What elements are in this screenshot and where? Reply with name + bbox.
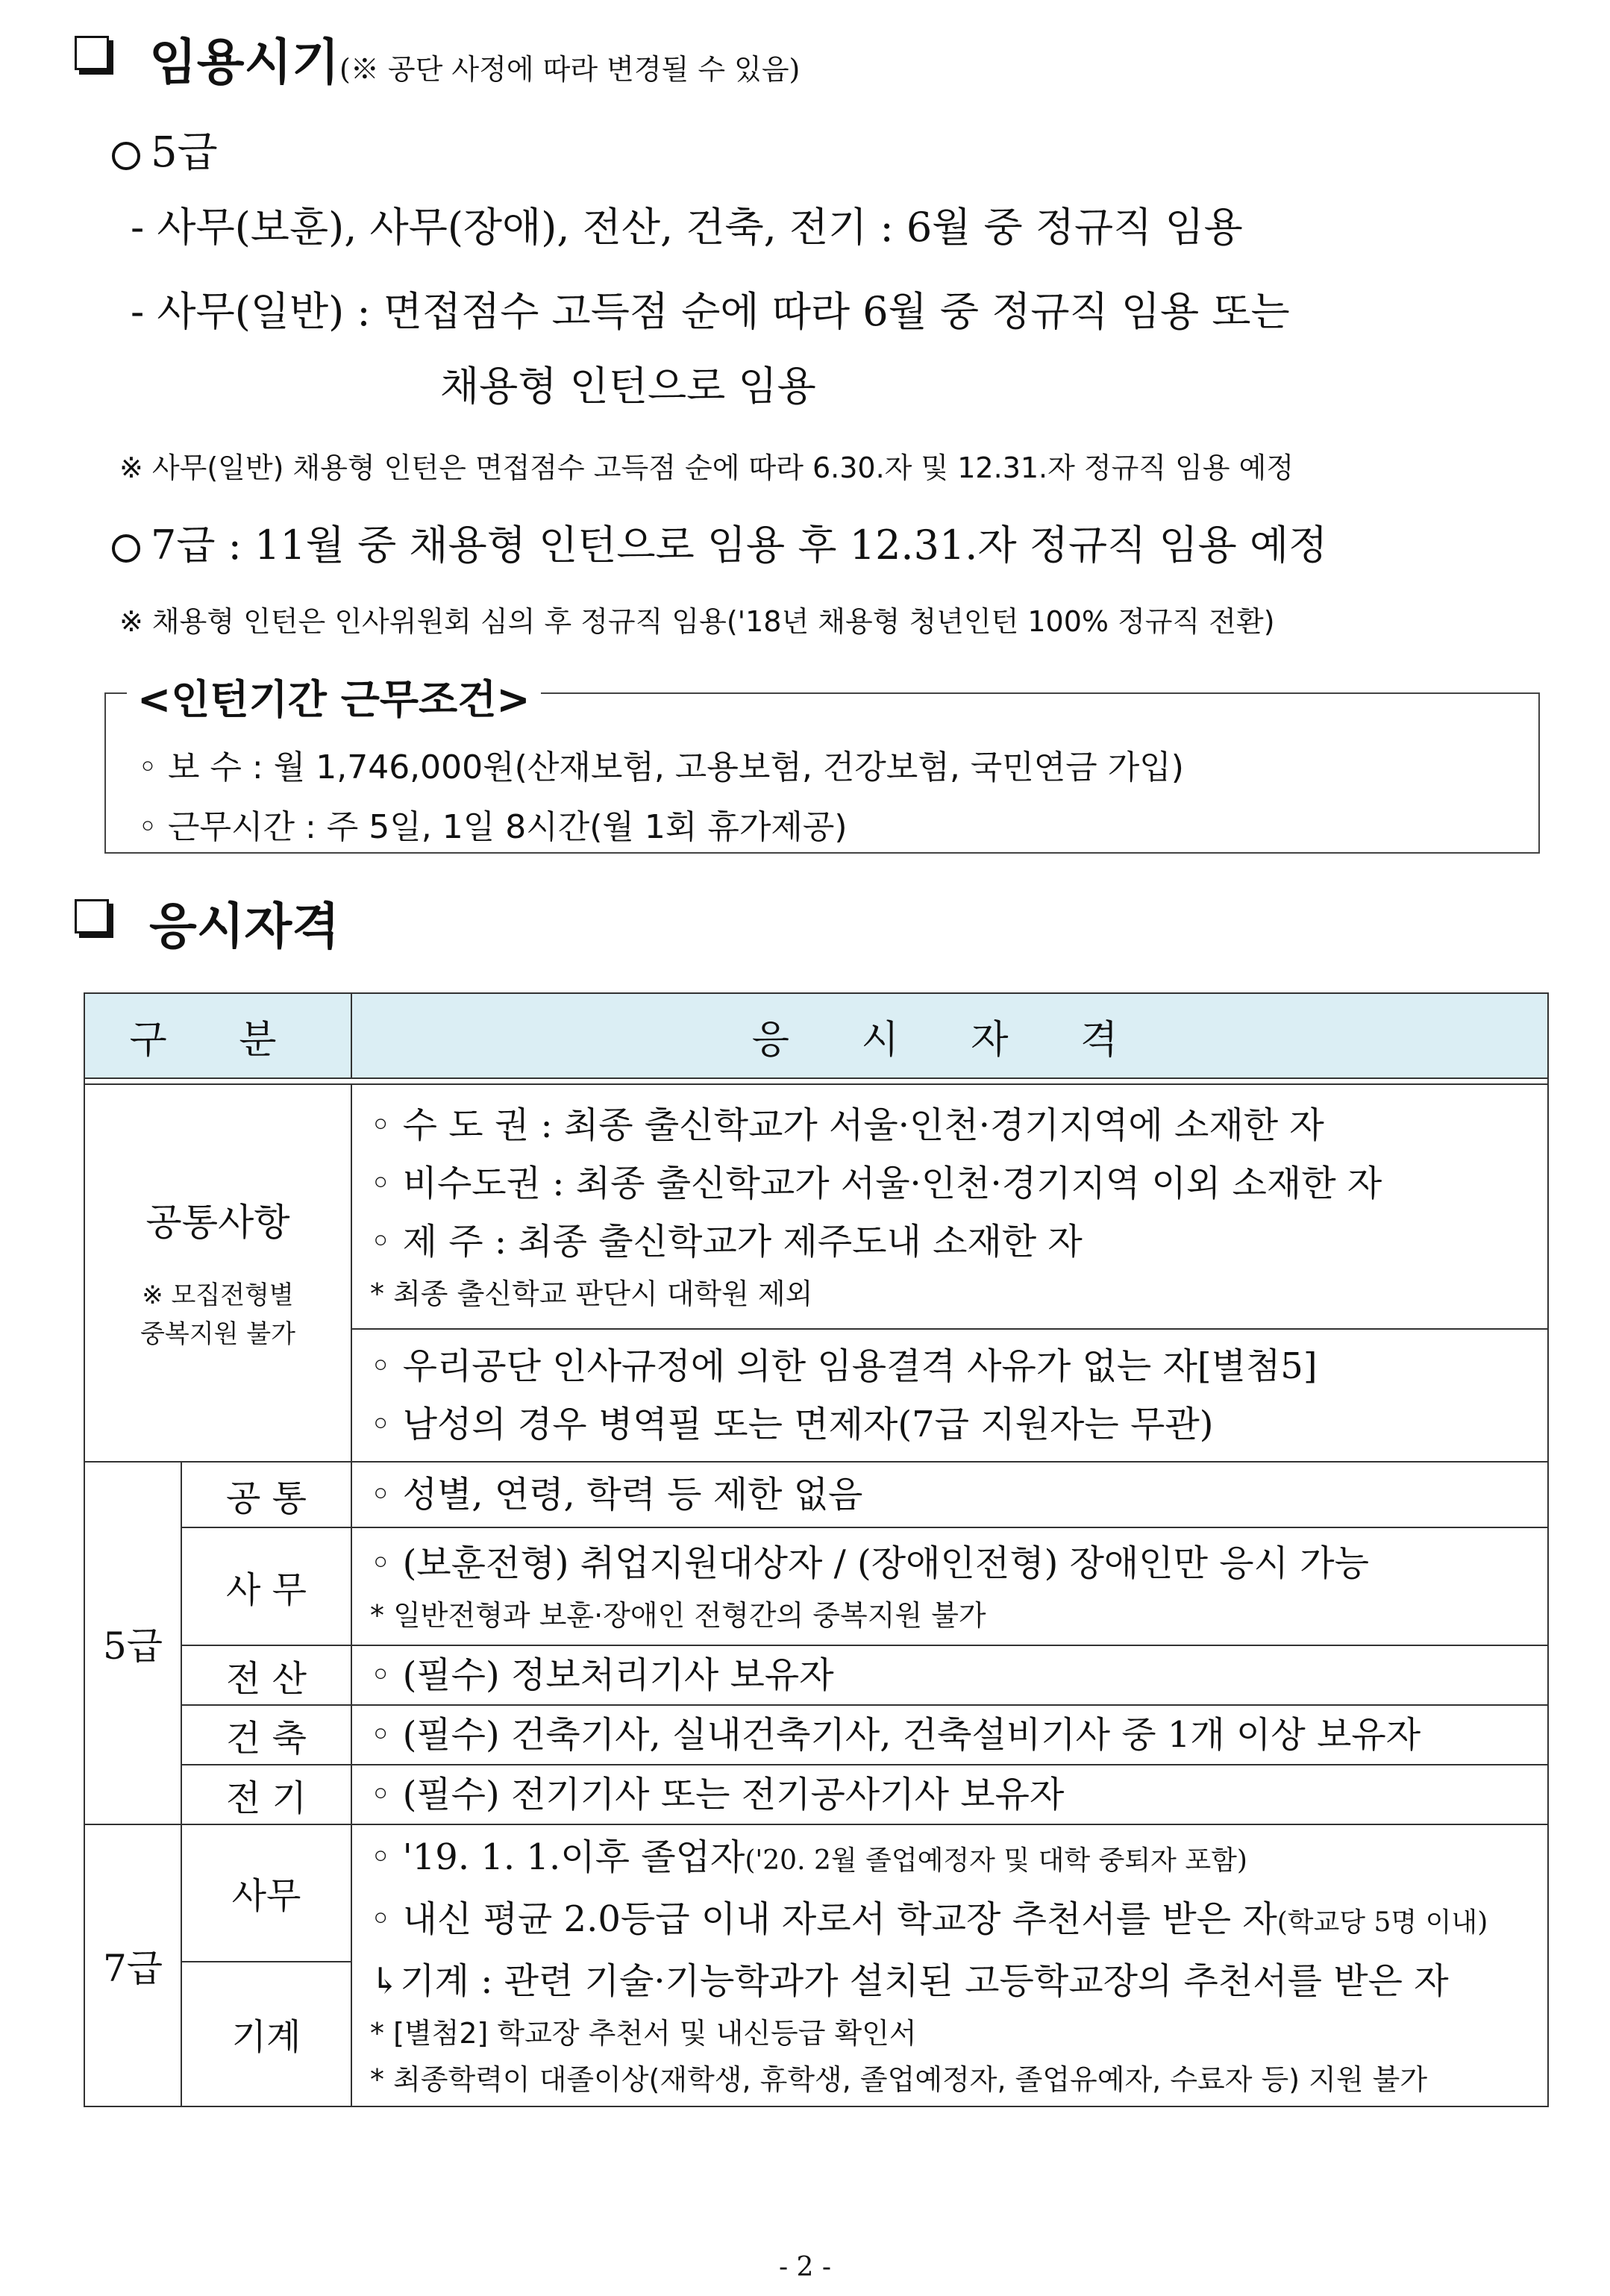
grade5-sub-common: 공 통 — [181, 1462, 351, 1527]
grade5-common-cell — [351, 1462, 1548, 1527]
grade5-sub-elec: 전 기 — [181, 1765, 351, 1824]
grade5-note: ※ 사무(일반) 채용형 인턴은 면접점수 고득점 순에 따라 6.30.자 및 12.31.자 정규직 임용 예정 — [119, 451, 1294, 484]
grade7-sub-machine: 기계 — [181, 1962, 351, 2106]
grade5-office-cell — [351, 1527, 1548, 1645]
common-line-jeju: ◦ 제 주 : 최종 출신학교가 제주도내 소재한 자 — [370, 1221, 1083, 1263]
table-row-grade5-it — [84, 1645, 1548, 1705]
grade5-it-cell — [351, 1645, 1548, 1705]
grade7-line2 — [370, 1890, 1529, 1952]
header-qualification: 응 시 자 격 — [351, 993, 1548, 1078]
section1-subtitle: (※ 공단 사정에 따라 변경될 수 있음) — [339, 53, 801, 86]
section1-heading — [149, 22, 800, 93]
grade7-sub-office: 사무 — [181, 1824, 351, 1962]
table-row-grade5-arch — [84, 1705, 1548, 1765]
common-line-military: ◦ 남성의 경우 병역필 또는 면제자(7급 지원자는 무관) — [370, 1404, 1214, 1445]
grade5-sub-it: 전 산 — [181, 1645, 351, 1705]
header-category: 구 분 — [84, 993, 351, 1078]
grade5-line1: - 사무(보훈), 사무(장애), 전산, 건축, 전기 : 6월 중 정규직 임용 — [131, 204, 1243, 251]
checkbox-icon — [75, 899, 109, 933]
checkbox-icon — [75, 36, 109, 70]
common-line-disqualification: ◦ 우리공단 인사규정에 의한 임용결격 사유가 없는 자[별첨5] — [370, 1345, 1318, 1387]
grade7-line2-small: (학교당 5명 이내) — [1277, 1907, 1488, 1938]
grade7-note2: * 최종학력이 대졸이상(재학생, 휴학생, 졸업예정자, 졸업유예자, 수료자 등) 지원 불가 — [370, 2063, 1428, 2096]
grade5-common-text: ◦ 성별, 연령, 학력 등 제한 없음 — [370, 1474, 863, 1515]
common-note2: 중복지원 불가 — [140, 1319, 295, 1349]
grade7-content-cell — [351, 1824, 1548, 2106]
grade5-it-text: ◦ (필수) 정보처리기사 보유자 — [370, 1654, 834, 1696]
grade5-line2b: 채용형 인턴으로 임용 — [440, 363, 816, 410]
grade5-elec-cell — [351, 1765, 1548, 1824]
table-row-common-a — [84, 1084, 1548, 1329]
grade5-label: 5급 — [151, 128, 218, 177]
common-line-capital: ◦ 수 도 권 : 최종 출신학교가 서울·인천·경기지역에 소재한 자 — [370, 1104, 1324, 1146]
common-general-cell — [351, 1329, 1548, 1462]
common-region-cell — [351, 1084, 1548, 1329]
common-label: 공통사항 — [145, 1201, 290, 1244]
common-category-cell — [84, 1084, 351, 1462]
grade5-line2a: - 사무(일반) : 면접점수 고득점 순에 따라 6월 중 정규직 임용 또는 — [131, 288, 1290, 335]
grade7-line2-main: ◦ 내신 평균 2.0등급 이내 자로서 학교장 추천서를 받은 자 — [370, 1898, 1277, 1940]
grade7-category-cell: 7급 — [84, 1824, 181, 2106]
page-number: - 2 - — [778, 2252, 832, 2283]
grade7-line3: ↳기계 : 관련 기술·기능학과가 설치된 고등학교장의 추천서를 받은 자 — [370, 1960, 1449, 2002]
intern-title: <인턴기간 근무조건> — [127, 668, 541, 725]
header-separator — [84, 1078, 1548, 1084]
section1-title: 임용시기 — [149, 33, 340, 91]
grade7-heading — [112, 513, 1327, 571]
table-row-grade5-office — [84, 1527, 1548, 1645]
grade7-note1: * [별첨2] 학교장 추천서 및 내신등급 확인서 — [370, 2017, 917, 2050]
qualification-table — [84, 992, 1549, 2107]
grade5-category-cell: 5급 — [84, 1462, 181, 1824]
grade7-line1-main: ◦ '19. 1. 1.이후 졸업자 — [370, 1836, 745, 1878]
grade5-arch-text: ◦ (필수) 건축기사, 실내건축기사, 건축설비기사 중 1개 이상 보유자 — [370, 1714, 1421, 1756]
intern-pay: ◦ 보 수 : 월 1,746,000원(산재보험, 고용보험, 건강보험, 국민연금 가입) — [138, 748, 1184, 786]
grade5-office-text: ◦ (보훈전형) 취업지원대상자 / (장애인전형) 장애인만 응시 가능 — [370, 1542, 1370, 1584]
table-row-grade5-elec — [84, 1765, 1548, 1824]
grade5-heading — [112, 119, 218, 179]
circle-bullet-icon — [112, 142, 140, 170]
grade5-arch-cell — [351, 1705, 1548, 1765]
circle-bullet-icon — [112, 534, 140, 563]
grade7-line1 — [370, 1828, 1529, 1890]
grade5-office-note: * 일반전형과 보훈·장애인 전형간의 중복지원 불가 — [370, 1599, 986, 1632]
section2-title: 응시자격 — [149, 897, 340, 955]
table-row-grade5-common — [84, 1462, 1548, 1527]
intern-hours: ◦ 근무시간 : 주 5일, 1일 8시간(월 1회 휴가제공) — [138, 808, 848, 846]
table-row-grade7-office — [84, 1824, 1548, 1962]
common-note1: ※ 모집전형별 — [142, 1280, 294, 1310]
common-line-noncapital: ◦ 비수도권 : 최종 출신학교가 서울·인천·경기지역 이외 소재한 자 — [370, 1163, 1382, 1204]
grade5-sub-office: 사 무 — [181, 1527, 351, 1645]
table-header-row — [84, 993, 1548, 1078]
common-note-graduate: * 최종 출신학교 판단시 대학원 제외 — [370, 1277, 813, 1310]
grade7-note: ※ 채용형 인턴은 인사위원회 심의 후 정규직 임용('18년 채용형 청년인턴 100% 정규직 전환) — [119, 605, 1275, 638]
grade7-line1-small: ('20. 2월 졸업예정자 및 대학 중퇴자 포함) — [745, 1845, 1247, 1876]
grade7-line: 7급 : 11월 중 채용형 인턴으로 임용 후 12.31.자 정규직 임용 예정 — [151, 522, 1328, 569]
grade5-elec-text: ◦ (필수) 전기기사 또는 전기공사기사 보유자 — [370, 1774, 1065, 1815]
grade5-sub-arch: 건 축 — [181, 1705, 351, 1765]
